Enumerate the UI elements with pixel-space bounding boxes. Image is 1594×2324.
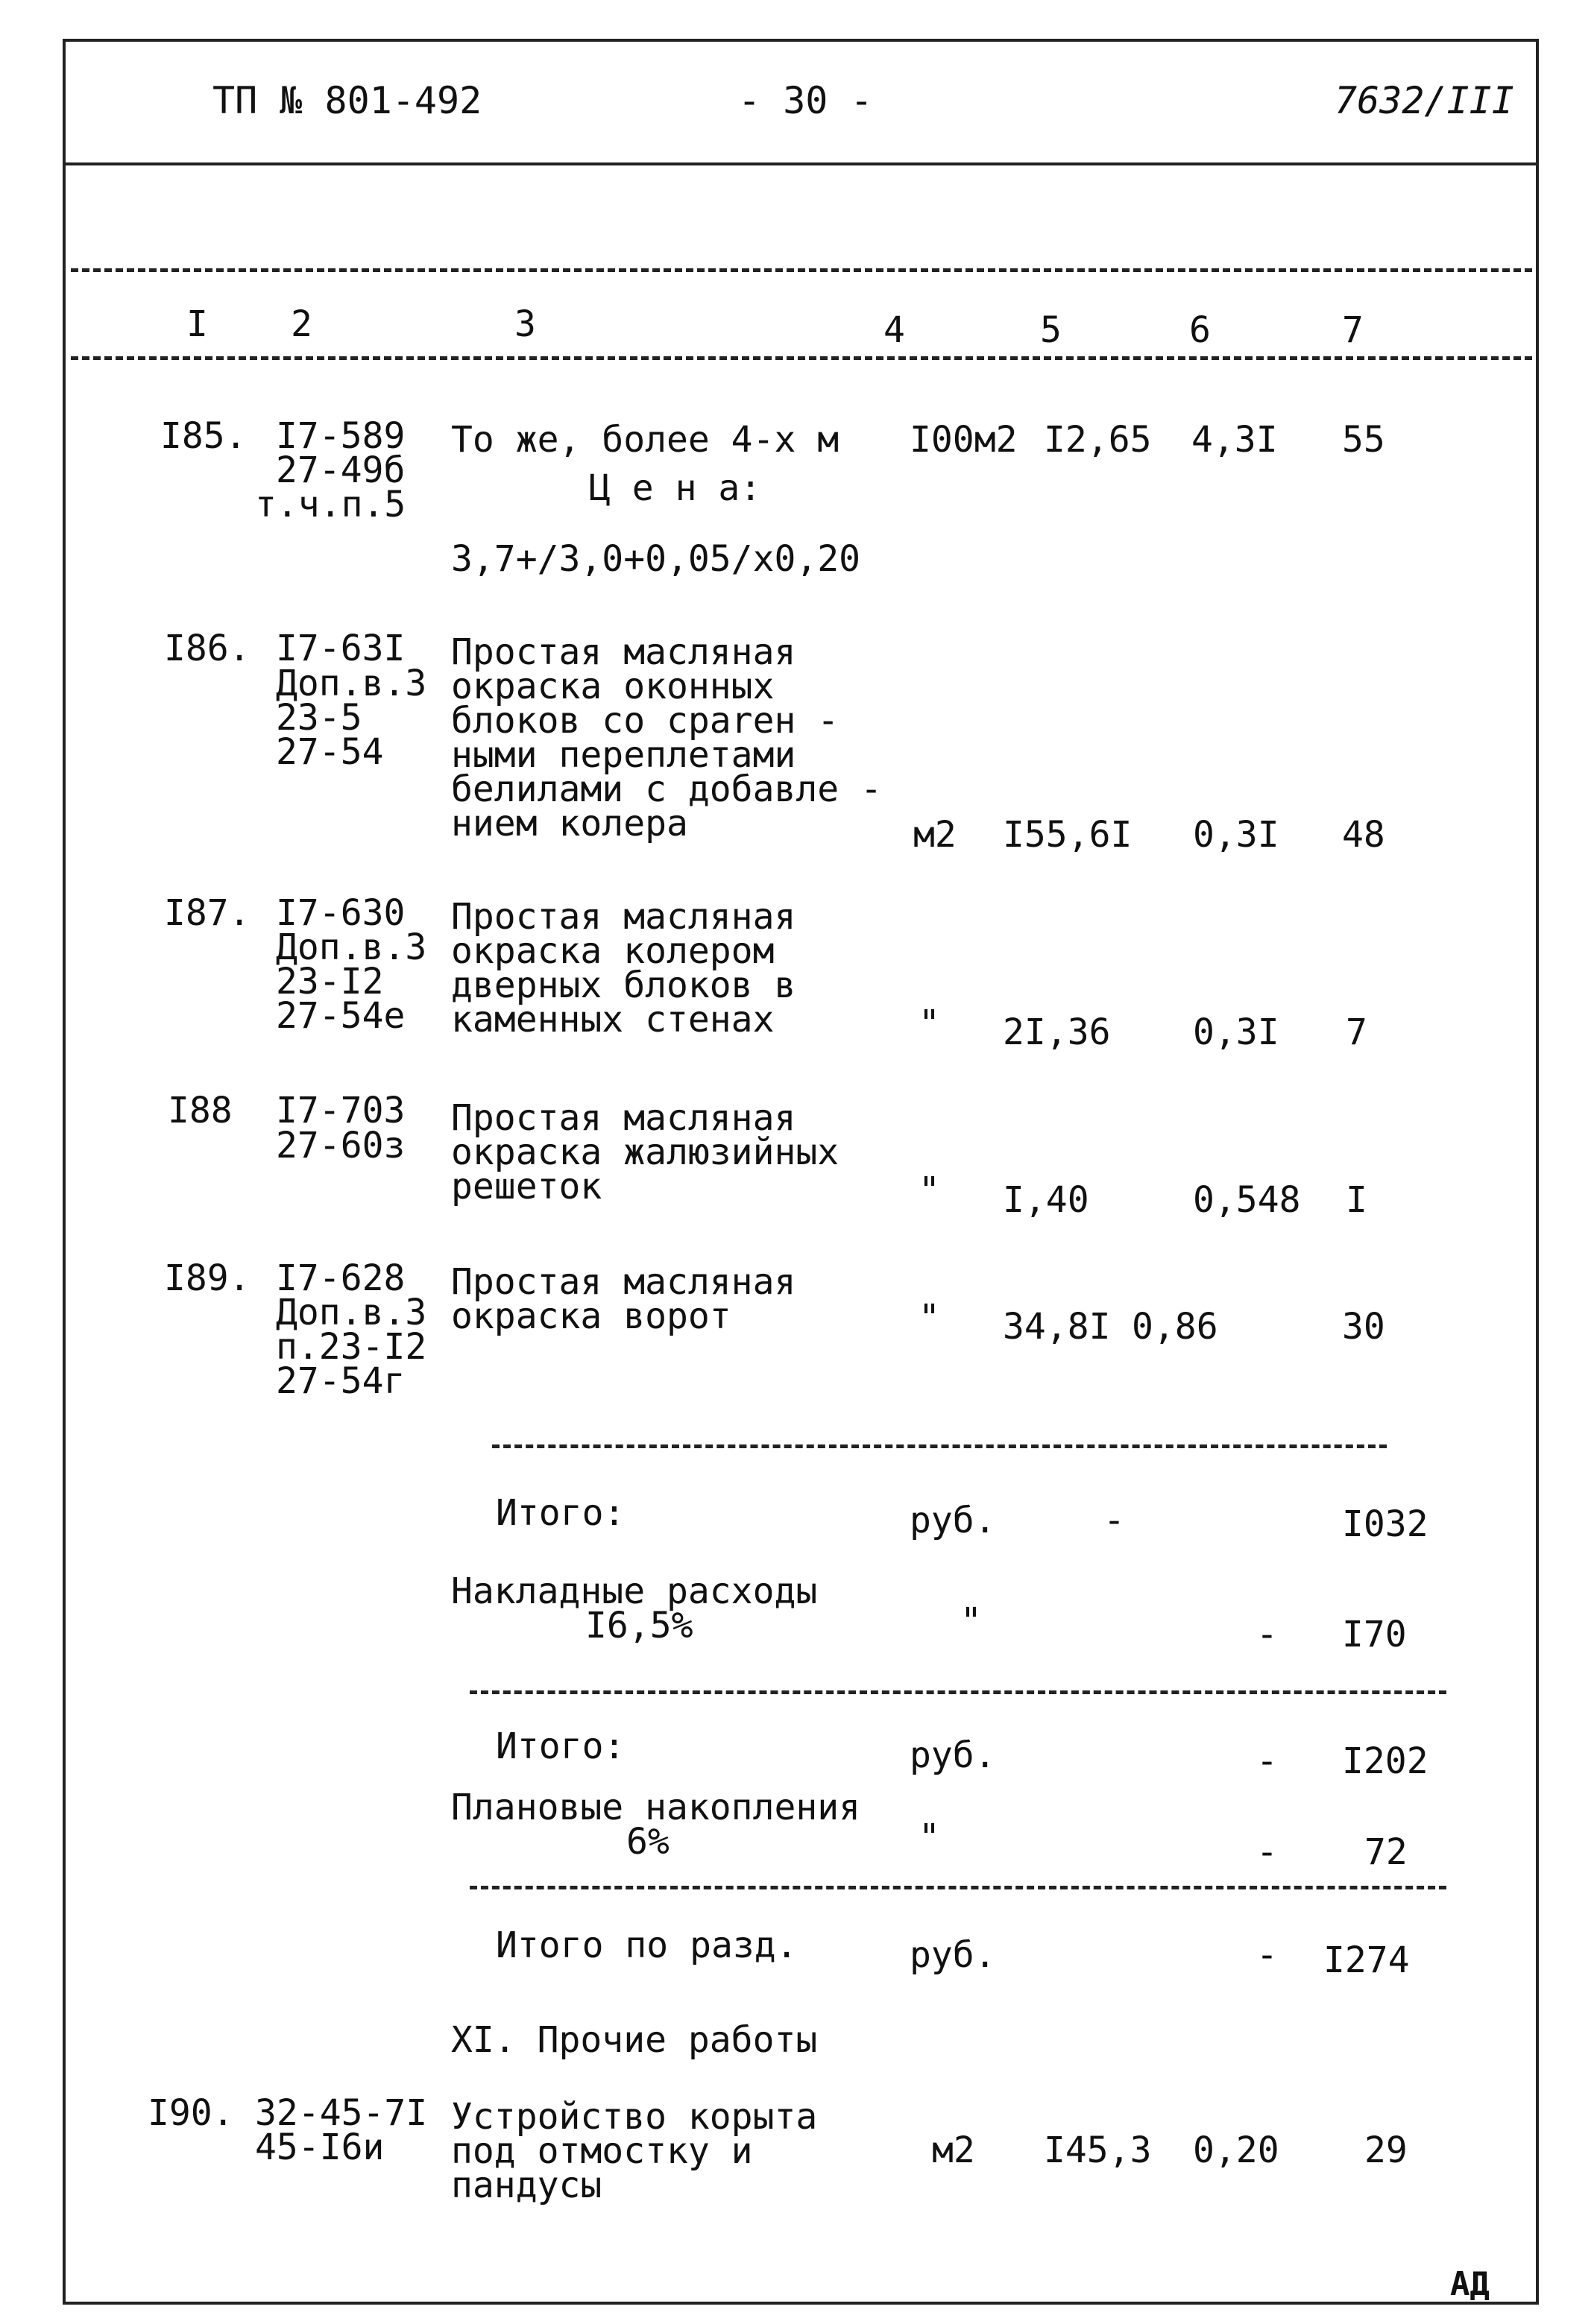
planned-savings-total: 72 <box>1364 1831 1408 1873</box>
col-header-6: 6 <box>1189 309 1211 351</box>
subtotal-label: Итого: <box>496 1492 626 1534</box>
row-code: п.23-I2 <box>276 1326 427 1368</box>
row-rate: 4,3I <box>1191 419 1278 461</box>
overhead-total: I70 <box>1342 1614 1407 1655</box>
row-unit: I00м2 <box>910 419 1018 461</box>
row-unit: м2 <box>913 814 957 856</box>
row-description: каменных стенах <box>451 999 775 1041</box>
price-formula: 3,7+/3,0+0,05/x0,20 <box>451 538 861 580</box>
subtotal-label: Итого: <box>496 1725 626 1767</box>
column-header-top-rule <box>71 268 1532 272</box>
row-description: Простая масляная <box>451 896 796 938</box>
col-header-2: 2 <box>291 303 312 345</box>
header-divider <box>63 162 1539 165</box>
row-unit: " <box>919 1169 940 1211</box>
row-description: блоков со сparен - <box>451 700 839 742</box>
row-code: I7-630 <box>276 892 406 934</box>
page-number: - 30 - <box>738 79 873 122</box>
subtotal-total: I032 <box>1342 1503 1428 1545</box>
row-code: 27-49б <box>276 449 406 491</box>
row-code: 27-54г <box>276 1360 406 1402</box>
row-total: 30 <box>1342 1306 1385 1348</box>
row-code: 45-I6и <box>255 2126 385 2168</box>
sheet-mark: 7632/III <box>1335 79 1514 122</box>
row-code: 23-I2 <box>276 961 384 1002</box>
corner-mark: АД <box>1450 2265 1490 2303</box>
planned-savings-unit: " <box>919 1816 940 1858</box>
doc-code: ТП № 801-492 <box>212 79 482 122</box>
column-header-bottom-rule <box>71 356 1532 360</box>
row-quantity: 34,8I <box>1003 1306 1111 1348</box>
row-description: Простая масляная <box>451 1261 796 1303</box>
row-code: I7-63I <box>276 628 406 669</box>
row-code: т.ч.п.5 <box>255 484 406 525</box>
subtotal-dash: - <box>1103 1500 1125 1541</box>
row-description: Простая масляная <box>451 1097 796 1139</box>
overhead-percent: I6,5% <box>585 1605 693 1646</box>
col-header-7: 7 <box>1342 309 1364 351</box>
row-description: нием колера <box>451 803 688 844</box>
row-number: I85. <box>160 415 247 457</box>
row-rate: 0,3I <box>1193 814 1279 856</box>
section-heading: XI. Прочие работы <box>451 2019 818 2061</box>
col-header-4: 4 <box>883 309 905 351</box>
row-total: 48 <box>1342 814 1385 856</box>
section-total-label: Итого по разд. <box>496 1924 798 1966</box>
row-code: I7-703 <box>276 1090 406 1131</box>
row-description: пандусы <box>451 2164 602 2206</box>
subtotal-dash: - <box>1256 1740 1278 1782</box>
row-quantity: 2I,36 <box>1003 1011 1111 1053</box>
row-quantity: I2,65 <box>1044 419 1152 461</box>
row-quantity: I55,6I <box>1003 814 1133 856</box>
row-description: белилами с добавле - <box>451 768 882 810</box>
row-total: 29 <box>1364 2129 1408 2171</box>
row-description: Устройство корыта <box>451 2096 818 2138</box>
row-description: окраска ворот <box>451 1295 731 1337</box>
row-description: дверных блоков в <box>451 964 796 1006</box>
summary-rule-2 <box>470 1690 1446 1694</box>
row-rate: 0,20 <box>1193 2129 1279 2171</box>
row-total: 7 <box>1346 1011 1367 1053</box>
row-description: под отмостку и <box>451 2130 753 2172</box>
row-description: окраска жалюзийных <box>451 1131 839 1173</box>
subtotal-unit: руб. <box>910 1734 996 1776</box>
row-code: 23-5 <box>276 697 362 739</box>
row-code: Доп.в.3 <box>276 926 427 968</box>
row-code: I7-589 <box>276 415 406 457</box>
row-total: 55 <box>1342 419 1385 461</box>
planned-savings-label: Плановые накопления <box>451 1787 861 1828</box>
row-description: Простая масляная <box>451 631 796 673</box>
overhead-dash: - <box>1256 1614 1278 1655</box>
price-label: Ц е н а: <box>589 467 762 509</box>
row-rate: 0,86 <box>1132 1306 1218 1348</box>
section-total-unit: руб. <box>910 1934 996 1976</box>
row-number: I88 <box>168 1090 233 1131</box>
planned-savings-dash: - <box>1256 1831 1278 1873</box>
row-unit: м2 <box>932 2129 975 2171</box>
summary-rule-1 <box>492 1444 1387 1448</box>
section-total-value: I274 <box>1323 1939 1410 1981</box>
row-description: решеток <box>451 1166 602 1207</box>
section-total-dash: - <box>1256 1934 1278 1976</box>
subtotal-total: I202 <box>1342 1740 1428 1782</box>
row-number: I87. <box>164 892 251 934</box>
planned-savings-percent: 6% <box>626 1821 670 1863</box>
row-unit: " <box>919 1297 940 1339</box>
row-description: окраска колером <box>451 930 775 972</box>
row-code: 27-54 <box>276 731 384 773</box>
overhead-unit: " <box>960 1600 982 1642</box>
col-header-3: 3 <box>514 303 536 345</box>
row-code: I7-628 <box>276 1257 406 1299</box>
row-description: ными переплетами <box>451 734 796 776</box>
row-number: I90. <box>148 2092 234 2134</box>
summary-rule-3 <box>470 1886 1446 1889</box>
row-quantity: I45,3 <box>1044 2129 1152 2171</box>
row-code: Доп.в.3 <box>276 1292 427 1333</box>
subtotal-unit: руб. <box>910 1500 996 1541</box>
row-number: I89. <box>164 1257 251 1299</box>
row-code: 27-60з <box>276 1125 406 1166</box>
row-code: 27-54е <box>276 995 406 1037</box>
row-rate: 0,3I <box>1193 1011 1279 1053</box>
row-number: I86. <box>164 628 251 669</box>
row-description: То же, более 4-х м <box>451 419 839 461</box>
row-code: 32-45-7I <box>255 2092 428 2134</box>
overhead-label: Накладные расходы <box>451 1570 818 1612</box>
col-header-1: I <box>186 303 208 345</box>
row-code: Доп.в.3 <box>276 663 427 704</box>
row-quantity: I,40 <box>1003 1179 1089 1221</box>
row-unit: " <box>919 1002 940 1044</box>
col-header-5: 5 <box>1040 309 1062 351</box>
row-total: I <box>1346 1179 1367 1221</box>
row-description: окраска оконных <box>451 666 775 707</box>
row-rate: 0,548 <box>1193 1179 1301 1221</box>
